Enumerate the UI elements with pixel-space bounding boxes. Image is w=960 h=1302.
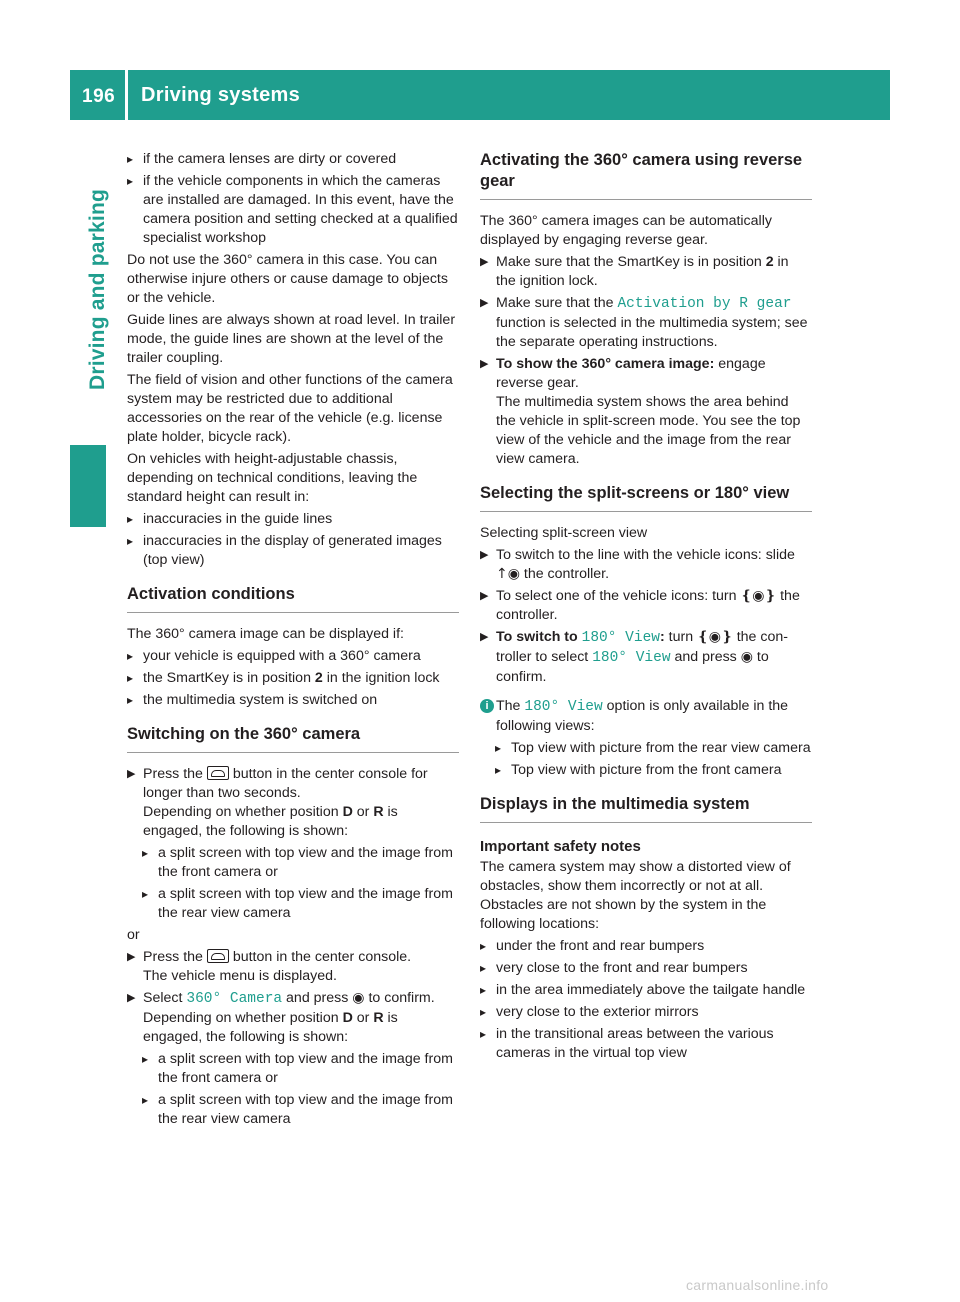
camera-button-icon <box>207 766 229 780</box>
step-item <box>127 948 459 986</box>
arrow-right-icon: ▶ <box>480 358 489 370</box>
controller-press-icon: ◉ <box>352 990 365 1006</box>
sub-list-item: ▸ a split screen with top view and the image from the rear view camera <box>127 885 459 923</box>
step-text: the controller. <box>519 566 610 582</box>
arrow-right-icon: ▶ <box>480 590 489 602</box>
paragraph: Guide lines are always shown at road level. In trailer mode, the guide lines are shown at the level of the trailer coupling. <box>127 312 456 366</box>
info-note <box>480 697 812 736</box>
step-text: is engaged, the following is shown: <box>143 1010 398 1045</box>
list-item: ▸ in the transitional areas between the various cameras in the virtual top view <box>480 1025 812 1063</box>
menu-item-180-view: 180° View <box>592 650 671 666</box>
list-item: ▸ very close to the exterior mirrors <box>480 1003 812 1022</box>
paragraph: On vehicles with height-adjustable chassis, depending on technical conditions, leaving the standard height can result in: <box>127 451 418 505</box>
list-item: ▸ in the area immediately above the tailgate handle <box>480 981 812 1000</box>
list-item: ▸ under the front and rear bumpers <box>480 937 812 956</box>
info-icon: i <box>480 699 494 713</box>
step-text: Select <box>143 990 187 1006</box>
sub-list-item: ▸ Top view with picture from the front camera <box>480 761 812 780</box>
paragraph: The 360° camera image can be displayed if: <box>127 626 404 642</box>
header-divider <box>125 70 128 120</box>
step-text: Make sure that the SmartKey is in position <box>496 254 766 270</box>
step-text: and press <box>282 990 353 1006</box>
menu-item-activation-by-r-gear: Activation by R gear <box>617 296 792 312</box>
info-text: option is only available in the following views: <box>496 698 789 734</box>
right-column <box>480 150 812 1066</box>
header-bar <box>70 70 890 120</box>
gear-d: D <box>342 804 353 820</box>
step-text: Press the <box>143 766 207 782</box>
paragraph: The 360° camera images can be automatically displayed by engaging reverse gear. <box>480 213 772 248</box>
key-position: 2 <box>765 254 774 270</box>
list-item: ▸ if the vehicle components in which the cameras are installed are damaged. In this event, have the camera position and setting checked at a qualified specialist workshop <box>127 172 459 248</box>
step-item <box>480 628 812 687</box>
sub-list-item: ▸ Top view with picture from the rear view camera <box>480 739 812 758</box>
side-tab-block <box>70 445 106 527</box>
list-item: ▸ inaccuracies in the display of generated images (top view) <box>127 532 459 570</box>
step-text: Depending on whether position <box>143 1010 343 1026</box>
step-text: To switch to the line with the vehicle icons: slide <box>496 547 795 563</box>
arrow-right-icon: ▶ <box>127 992 136 1004</box>
list-item: ▸ your vehicle is equipped with a 360° camera <box>127 647 459 666</box>
list-item: ▸ inaccuracies in the guide lines <box>127 510 459 529</box>
step-text: the controller to select <box>496 629 788 665</box>
paragraph: The camera system may show a distorted view of obstacles, show them incorrectly or not at all. Obstacles are not shown by the system in the following locations: <box>480 859 791 932</box>
sub-list-item: ▸ a split screen with top view and the image from the rear view camera <box>127 1091 459 1129</box>
step-item <box>480 546 812 584</box>
arrow-right-icon: ▶ <box>480 549 489 561</box>
controller-press-icon: ◉ <box>740 649 753 665</box>
step-item <box>480 587 812 625</box>
section-title: Driving systems <box>141 84 301 106</box>
heading-switching-on: Switching on the 360° camera <box>127 724 459 753</box>
step-text: or <box>352 1010 374 1026</box>
step-item <box>480 355 812 469</box>
step-item <box>127 989 459 1047</box>
step-text: button in the center console for longer than two seconds. <box>143 766 428 801</box>
sub-list-item: ▸ a split screen with top view and the image from the front camera or <box>127 1050 459 1088</box>
step-label: To show the 360° camera image: <box>496 356 715 372</box>
step-text: Press the <box>143 949 207 965</box>
gear-r: R <box>373 804 384 820</box>
controller-slide-up-icon: ↑◉ <box>496 566 520 582</box>
list-item: ▸ the multimedia system is switched on <box>127 691 459 710</box>
or-text: or <box>127 927 140 943</box>
info-text: The <box>496 698 525 714</box>
page-number: 196 <box>82 86 116 107</box>
menu-item-360-camera: 360° Camera <box>186 991 283 1007</box>
heading-activation-conditions: Activation conditions <box>127 584 459 613</box>
step-text: button in the center console. <box>228 949 412 965</box>
footer-watermark: carmanualsonline.info <box>686 1277 829 1293</box>
step-text: engage reverse gear. <box>496 356 766 391</box>
step-text: to confirm. <box>364 990 435 1006</box>
step-text: or <box>352 804 374 820</box>
left-column <box>127 150 459 1132</box>
list-item <box>127 669 459 688</box>
paragraph: The field of vision and other functions of the camera system may be restricted due to additional accessories on the rear of the vehicle (e.g. license plate holder, bicycle rack). <box>127 372 453 445</box>
menu-item-180-view: 180° View <box>581 630 660 646</box>
step-text: Depending on whether position <box>143 804 343 820</box>
controller-turn-icon: ❴◉❵ <box>740 588 777 604</box>
heading-displays: Displays in the multimedia system <box>480 794 812 823</box>
key-position: 2 <box>314 670 323 686</box>
list-item-text: the SmartKey is in position <box>143 670 315 686</box>
heading-split-screens: Selecting the split-screens or 180° view <box>480 483 812 512</box>
gear-d: D <box>342 1010 353 1026</box>
step-text: Make sure that the <box>496 295 618 311</box>
subheading-safety-notes: Important safety notes <box>480 838 641 855</box>
step-text: function is selected in the multimedia system; see the separate operating instructions. <box>496 315 808 350</box>
step-text: the controller. <box>496 588 800 623</box>
step-text: turn <box>664 629 698 645</box>
side-tab-label: Driving and parking <box>86 189 109 390</box>
arrow-right-icon: ▶ <box>480 297 489 309</box>
step-item <box>480 294 812 352</box>
step-text: and press <box>670 649 741 665</box>
step-text: To select one of the vehicle icons: turn <box>496 588 741 604</box>
arrow-right-icon: ▶ <box>480 256 489 268</box>
step-text: The multimedia system shows the area behind the vehicle in split-screen mode. You see the top view of the vehicle and the image from the rear view camera. <box>496 394 801 467</box>
arrow-right-icon: ▶ <box>127 768 136 780</box>
camera-button-icon <box>207 949 229 963</box>
arrow-right-icon: ▶ <box>480 631 489 643</box>
sub-list-item: ▸ a split screen with top view and the image from the front camera or <box>127 844 459 882</box>
list-item: ▸ very close to the front and rear bumpers <box>480 959 812 978</box>
step-label: To switch to <box>496 629 582 645</box>
step-text: in the ignition lock. <box>496 254 789 289</box>
paragraph: Selecting split-screen view <box>480 525 648 541</box>
step-text: The vehicle menu is displayed. <box>143 968 337 984</box>
list-item-text: in the ignition lock <box>322 670 440 686</box>
step-text: is engaged, the following is shown: <box>143 804 398 839</box>
step-label: : <box>659 629 665 645</box>
menu-item-180-view: 180° View <box>524 699 603 715</box>
heading-reverse-gear: Activating the 360° camera using reverse gear <box>480 150 812 200</box>
controller-turn-icon: ❴◉❵ <box>697 629 733 645</box>
arrow-right-icon: ▶ <box>127 951 136 963</box>
gear-r: R <box>373 1010 384 1026</box>
paragraph: Do not use the 360° camera in this case. You can otherwise injure others or cause damage to objects or the vehicle. <box>127 252 448 306</box>
step-text: to confirm. <box>496 649 769 685</box>
step-item <box>127 765 459 841</box>
step-item <box>480 253 812 291</box>
list-item: ▸ if the camera lenses are dirty or covered <box>127 150 459 169</box>
